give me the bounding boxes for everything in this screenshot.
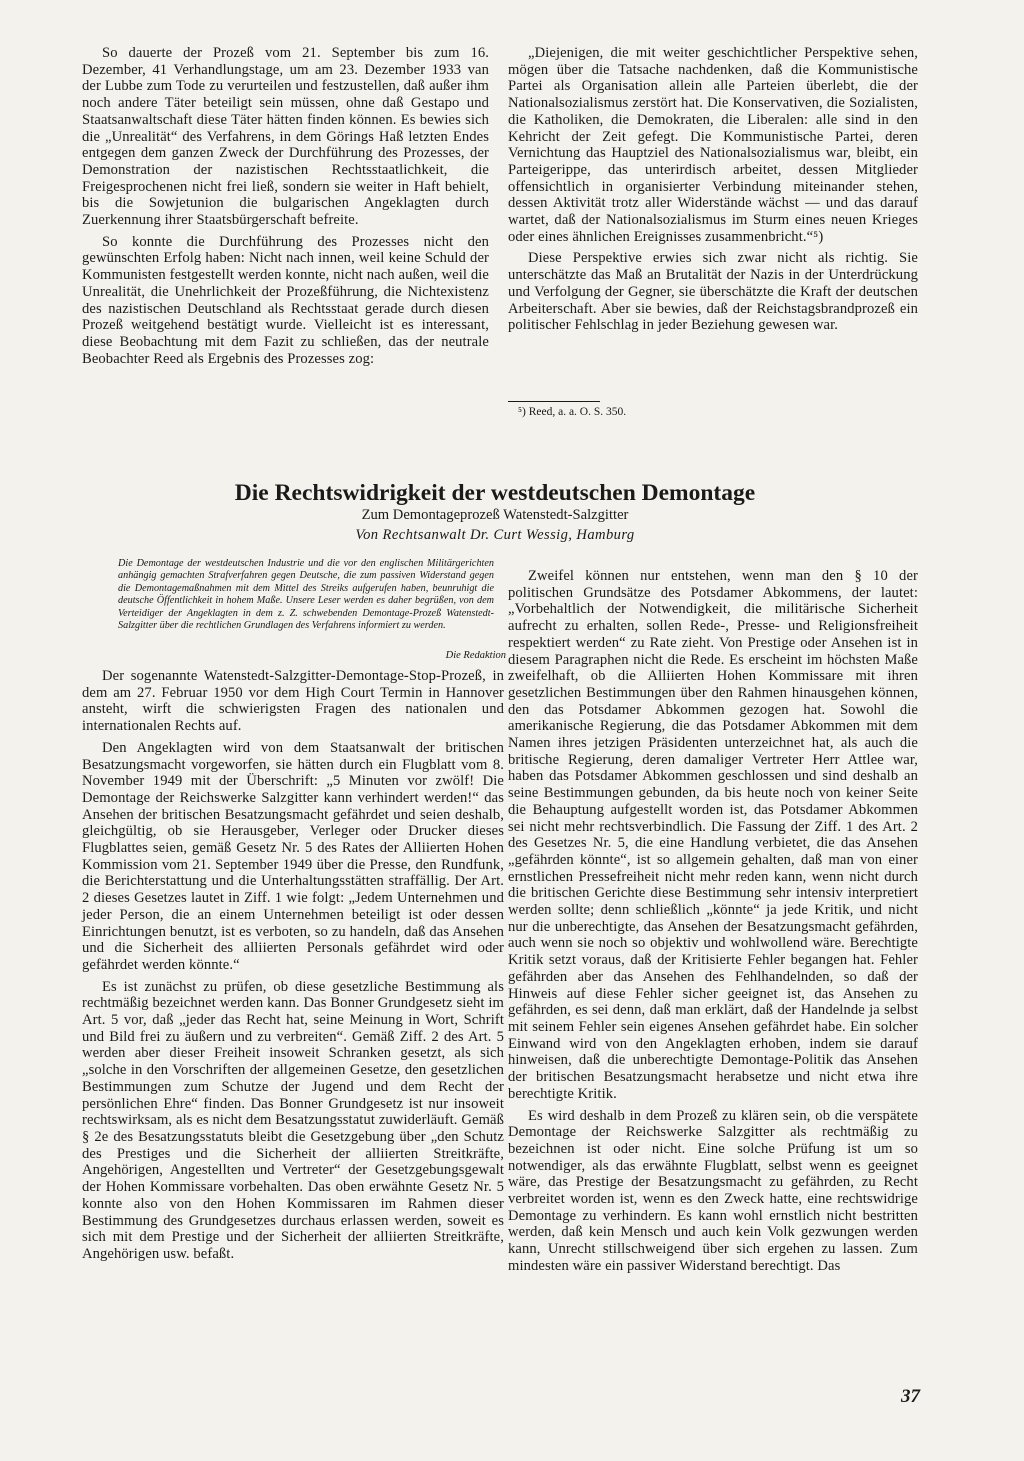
editor-signature: Die Redaktion (445, 650, 506, 661)
paragraph: Zweifel können nur entstehen, wenn man den § 10 der politischen Grundsätze des Potsdamer Abkommens, der lautet: „Vorbehaltlich der Notwendigkeit, die militärische Sicherheit aufrecht zu erhalten, sollen Rede-, Presse- und Religionsfreiheit respektiert werden“ zu Rate zieht. Von Prestige oder Ansehen ist in diesem Paragraphen nicht die Rede. Es erscheint im höchsten Maße zweifelhaft, ob die Alliierten Hohen Kommissare mit ihren gesetzlichen Bestimmungen über den Rahmen hinausgehen können, den das Potsdamer Abkommen gezogen hat. Sowohl die amerikanische Regierung, die das Potsdamer Abkommen mit dem Namen ihres jetzigen Präsidenten unterzeichnet hat, als auch die britische Regierung, deren damaliger Vertreter Herr Attlee war, haben das Potsdamer Abkommen geschlossen und sind deshalb an seine Bestimmungen gebunden, da bis heute noch von keiner Seite die Behauptung aufgestellt worden ist, das Potsdamer Abkommen sei nicht mehr rechtsverbindlich. Die Fassung der Ziff. 1 des Art. 2 des Gesetzes Nr. 5, die eine Handlung verbietet, die das Ansehen „gefährden könnte“, ist so allgemein gehalten, daß man von einer ernstlichen Pressefreiheit nicht mehr reden kann, wenn nicht durch die britischen Gerichte diese Bestimmung sehr intensiv interpretiert werden sollte; denn schließlich „könnte“ ja jede Kritik, und nicht nur die unberechtigte, das Ansehen der Besatzungsmacht gefährden, auch wenn sie noch so objektiv und wohlwollend wäre. Berechtigte Kritik setzt voraus, daß der Kritisierte Fehler begangen hat. Fehler gefährden aber das Ansehen des Fehlhandelnden, so daß der Hinweis auf diese Fehler sicher geeignet ist, das Ansehen zu gefährden, es sei denn, daß man erklärt, daß der Handelnde ja selbst mit seinem Fehler sein eigenes Ansehen gefährdet habe. Ein solcher Einwand wird von den Angeklagten erhoben, indem sie darauf hinweisen, daß die unberechtigte Demontage-Politik das Ansehen der britischen Besatzungsmacht herabsetze und nicht etwa ihre berechtigte Kritik. (508, 568, 918, 1102)
editor-note: Die Demontage der westdeutschen Industrie und die vor den englischen Militärgerichten anhängig gemachten Strafverfahren gegen Deutsche, die zum passiven Widerstand gegen die Demontagemaßnahmen mit dem Mittel des Streiks aufgerufen haben, beunruhigt die deutsche Öffentlichkeit in hohem Maße. Unsere Leser werden es daher begrüßen, von dem Verteidiger der Angeklagten in dem z. Z. schwebenden Demontage-Prozeß Watenstedt-Salzgitter über die rechtlichen Grundlagen des Verfahrens informiert zu werden. (118, 558, 494, 632)
quote-paragraph: „Diejenigen, die mit weiter geschichtlicher Perspektive sehen, mögen über die Tatsache nachdenken, daß die Kommunistische Partei als Organisation allein alle Parteien überlebt, die der Nationalsozialismus zerstört hat. Die Konservativen, die Sozialisten, die Katholiken, die Demokraten, die Liberalen: alle sind in den Kehricht der Zeit gefegt. Die Kommunistische Partei, deren Vernichtung das Hauptziel des Nationalsozialismus war, bleibt, ein Parteigerippe, das unterirdisch arbeitet, dessen Mitglieder offensichtlich in organisierter Verbindung miteinander stehen, dessen Aktivität trotz aller Widerstände wächst — und das darauf wartet, daß der Nationalsozialismus im Sturm eines neuen Krieges oder eines ähnlichen Ereignisses zusammenbricht.“⁵) (508, 45, 918, 245)
article-right-column (508, 568, 918, 1275)
top-left-column (82, 45, 489, 367)
page-number: 37 (901, 1386, 920, 1407)
paragraph: Den Angeklagten wird von dem Staatsanwalt der britischen Besatzungsmacht vorgeworfen, sie hätten durch ein Flugblatt vom 8. November 1949 mit der Überschrift: „5 Minuten vor zwölf! Die Demontage der Reichswerke Salzgitter kann verhindert werden!“ das Ansehen der britischen Besatzungsmacht gefährdet und seien deshalb, gleichgültig, ob sie Herausgeber, Verleger oder Drucker dieses Flugblattes seien, gemäß Gesetz Nr. 5 des Rates der Alliierten Hohen Kommission vom 21. September 1949 über die Presse, den Rundfunk, die Berichterstattung und die Unterhaltungsstätten straffällig. Der Art. 2 dieses Gesetzes lautet in Ziff. 1 wie folgt: „Jedem Unternehmen und jeder Person, die an einem Unternehmen beteiligt ist oder dessen Einrichtungen benutzt, ist es verboten, so zu handeln, daß das Ansehen und die Sicherheit des alliierten Personals gefährdet wird oder gefährdet werden könnte.“ (82, 739, 504, 973)
paragraph: Es ist zunächst zu prüfen, ob diese gesetzliche Bestimmung als rechtmäßig bezeichnet werden kann. Das Bonner Grundgesetz sieht im Art. 5 vor, daß „jeder das Recht hat, seine Meinung in Wort, Schrift und Bild frei zu äußern und zu verbreiten“. Gemäß Ziff. 2 des Art. 5 werden aber dieser Freiheit insoweit Schranken gesetzt, als sich „solche in den Vorschriften der allgemeinen Gesetze, den gesetzlichen Bestimmungen zum Schutze der Jugend und dem Recht der persönlichen Ehre“ finden. Das Bonner Grundgesetz ist nur insoweit rechtswirksam, als es nicht dem Besatzungsstatut zuwiderläuft. Gemäß § 2e des Besatzungsstatuts bleibt die Gesetzgebung über „den Schutz des Prestiges und die Sicherheit der alliierten Streitkräfte, Angehörigen, Angestellten und Vertreter“ der Gesetzgebungsgewalt der Hohen Kommissare vorbehalten. Das oben erwähnte Gesetz Nr. 5 konnte also von den Hohen Kommissaren im Rahmen dieser Bestimmung des Grundgesetzes durchaus erlassen werden, soweit es sich mit dem Prestige und der Sicherheit der alliierten Streitkräfte, Angehörigen usw. befaßt. (82, 978, 504, 1262)
article-left-column (82, 668, 504, 1263)
article-author: Von Rechtsanwalt Dr. Curt Wessig, Hamburg (355, 527, 635, 543)
paragraph: So dauerte der Prozeß vom 21. September bis zum 16. Dezember, 41 Verhandlungstage, um am 23. Dezember 1933 van der Lubbe zum Tode zu verurteilen und festzustellen, daß außer ihm noch andere Täter beteiligt sein müssen, ohne daß Gestapo und Staatsanwaltschaft diese Täter hätten finden können. Es bewies sich die „Unrealität“ des Verfahrens, in dem Görings Haß letzten Endes entgegen dem ganzen Zweck der Durchführung des Prozesses, der Demonstration der nazistischen Rechtsstaatlichkeit, die Freigesprochenen nicht frei ließ, sondern sie weiter in Haft behielt, bis die Sowjetunion die bulgarischen Angeklagten durch Zuerkennung ihrer Staatsbürgerschaft befreite. (82, 45, 489, 229)
article-subtitle: Zum Demontageprozeß Watenstedt-Salzgitter (361, 507, 629, 523)
article-title: Die Rechtswidrigkeit der westdeutschen Demontage (234, 480, 756, 506)
paragraph: Diese Perspektive erwies sich zwar nicht als richtig. Sie unterschätzte das Maß an Brutalität der Nazis in der Unterdrückung und Verfolgung der Gegner, sie überschätzte die Kraft der deutschen Arbeiterschaft. Aber sie bewies, daß der Reichstagsbrandprozeß ein politischer Fehlschlag in jeder Beziehung gewesen war. (508, 250, 918, 334)
paragraph: So konnte die Durchführung des Prozesses nicht den gewünschten Erfolg haben: Nicht nach innen, weil keine Schuld der Kommunisten festgestellt werden konnte, nicht nach außen, weil die Unrealität, die Unehrlichkeit der Prozeßführung, die Nichtexistenz des nazistischen Deutschland als Rechtsstaat gerade durch diesen Prozeß weitgehend bestätigt wurde. Vielleicht ist es interessant, diese Beobachtung mit dem Fazit zu schließen, das der neutrale Beobachter Reed als Ergebnis des Prozesses zog: (82, 233, 489, 367)
paragraph: Der sogenannte Watenstedt-Salzgitter-Demontage-Stop-Prozeß, in dem am 27. Februar 1950 vor dem High Court Termin in Hannover ansteht, wirft die schwierigsten Fragen des nationalen und internationalen Rechts auf. (82, 668, 504, 735)
paragraph: Es wird deshalb in dem Prozeß zu klären sein, ob die verspätete Demontage der Reichswerke Salzgitter als rechtmäßig zu bezeichnen ist oder nicht. Eine solche Prüfung ist um so notwendiger, als das erwähnte Flugblatt, selbst wenn es geeignet wäre, das Prestige der Besatzungsmacht zu gefährden, zu Recht verbreitet worden ist, wenn es den Zweck hatte, eine rechtswidrige Demontage zu verhindern. Es kann wohl ernstlich nicht bestritten werden, daß kein Mensch und auch kein Volk gezwungen werden kann, Unrecht stillschweigend über sich ergehen zu lassen. Zum mindesten wäre ein passiver Widerstand berechtigt. Das (508, 1107, 918, 1274)
footnote-rule (508, 401, 600, 402)
footnote: ⁵) Reed, a. a. O. S. 350. (518, 406, 627, 418)
top-right-column (508, 45, 918, 334)
